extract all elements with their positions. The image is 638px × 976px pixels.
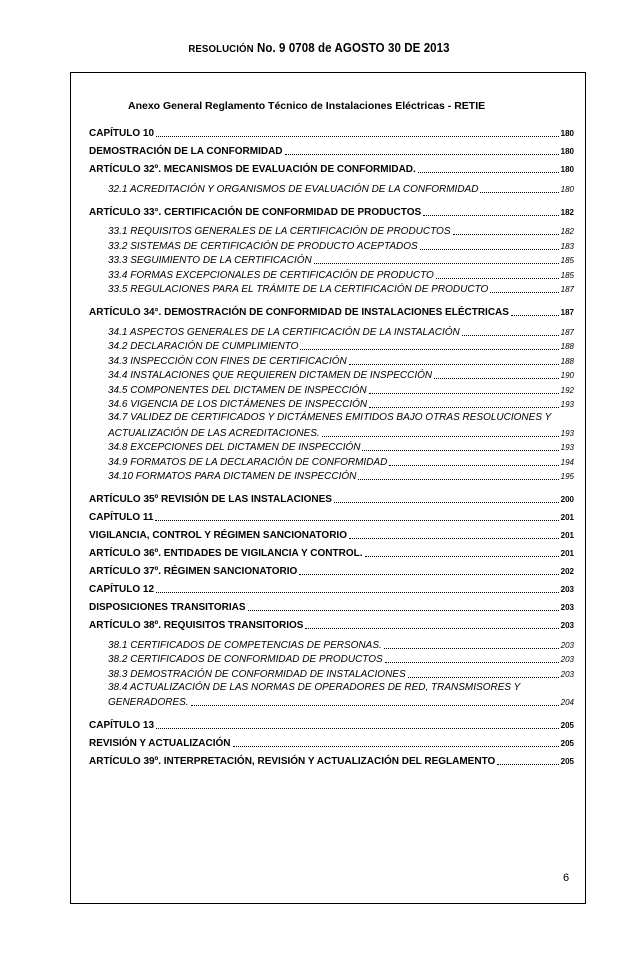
toc-entry-page: 205 — [560, 757, 574, 766]
toc-entry-title: 34.9 FORMATOS DE LA DECLARACIÓN DE CONFORMIDAD — [108, 456, 388, 468]
dot-leader — [156, 136, 559, 137]
dot-leader — [156, 728, 559, 729]
dot-leader — [436, 278, 559, 279]
toc-entry-wrapped-line: 38.4 ACTUALIZACIÓN DE LAS NORMAS DE OPERADORES DE RED, TRANSMISORES Y — [108, 681, 521, 693]
toc-entry-page: 201 — [560, 531, 574, 540]
toc-entry-page: 182 — [560, 227, 574, 236]
dot-leader — [453, 234, 559, 235]
dot-leader — [299, 574, 558, 575]
dot-leader — [349, 538, 559, 539]
annex-subtitle: Anexo General Reglamento Técnico de Instalaciones Eléctricas - RETIE — [128, 100, 486, 112]
toc-entry-sub[interactable] — [89, 397, 574, 412]
toc-entry-main[interactable] — [89, 127, 574, 140]
toc-entry-main[interactable] — [89, 547, 574, 560]
toc-entry-page: 201 — [560, 513, 574, 522]
toc-entry-title: 34.6 VIGENCIA DE LOS DICTÁMENES DE INSPECCIÓN — [108, 399, 368, 410]
toc-entry-main[interactable] — [89, 565, 574, 578]
toc-entry-page: 203 — [560, 655, 574, 664]
toc-entry-title: ARTÍCULO 36º. ENTIDADES DE VIGILANCIA Y CONTROL. — [89, 548, 363, 559]
toc-entry-page: 187 — [560, 285, 574, 294]
toc-entry-main[interactable] — [89, 601, 574, 614]
dot-leader — [349, 364, 559, 365]
document-header — [26, 41, 613, 55]
toc-entry-title: CAPÍTULO 13 — [89, 720, 155, 731]
toc-entry-page: 188 — [560, 356, 574, 366]
toc-entry-title: DEMOSTRACIÓN DE LA CONFORMIDAD — [89, 146, 283, 157]
toc-entry-page: 203 — [560, 585, 574, 594]
toc-entry-title: ARTÍCULO 38º. REQUISITOS TRANSITORIOS — [89, 620, 304, 631]
dot-leader — [314, 263, 559, 264]
toc-entry-page: 193 — [560, 428, 574, 438]
dot-leader — [497, 764, 558, 765]
toc-entry-page: 194 — [560, 457, 574, 467]
toc-entry-title: DISPOSICIONES TRANSITORIAS — [89, 602, 246, 613]
toc-entry-main[interactable] — [89, 511, 574, 524]
toc-entry-page: 205 — [560, 721, 574, 730]
toc-entry-title: 38.2 CERTIFICADOS DE CONFORMIDAD DE PRODUCTOS — [108, 654, 383, 665]
toc-entry-main[interactable] — [89, 583, 574, 596]
toc-entry-title: 38.3 DEMOSTRACIÓN DE CONFORMIDAD DE INSTALACIONES — [108, 668, 406, 680]
toc-entry-sub[interactable] — [89, 282, 574, 297]
toc-entry-title: REVISIÓN Y ACTUALIZACIÓN — [89, 738, 231, 749]
toc-entry-main[interactable] — [89, 493, 574, 506]
toc-entry-title: ARTÍCULO 34°. DEMOSTRACIÓN DE CONFORMIDAD DE INSTALACIONES ELÉCTRICAS — [89, 307, 509, 318]
dot-leader — [423, 215, 558, 216]
toc-entry-main[interactable] — [89, 737, 574, 750]
dot-leader — [434, 378, 559, 379]
dot-leader — [233, 746, 559, 747]
toc-entry-title: ARTÍCULO 33°. CERTIFICACIÓN DE CONFORMIDAD DE PRODUCTOS — [89, 206, 422, 218]
toc-entry-title: 34.8 EXCEPCIONES DEL DICTAMEN DE INSPECCIÓN — [108, 442, 361, 453]
toc-entry-title: 33.3 SEGUIMIENTO DE LA CERTIFICACIÓN — [108, 255, 312, 266]
toc-entry-page: 185 — [560, 256, 574, 265]
toc-entry-title: 34.5 COMPONENTES DEL DICTAMEN DE INSPECCIÓN — [108, 384, 367, 396]
toc-entry-title: 32.1 ACREDITACIÓN Y ORGANISMOS DE EVALUACIÓN DE LA CONFORMIDAD — [108, 183, 479, 195]
toc-entry-page: 188 — [560, 342, 574, 351]
dot-leader — [305, 628, 558, 629]
toc-entry-page: 183 — [560, 241, 574, 251]
toc-entry-main[interactable] — [89, 163, 574, 176]
toc-entry-page: 190 — [560, 371, 574, 380]
toc-entry-page: 192 — [560, 385, 574, 395]
dot-leader — [285, 154, 559, 155]
toc-entry-page: 193 — [560, 400, 574, 409]
toc-entry-page: 200 — [560, 495, 574, 504]
toc-entry-sub[interactable] — [89, 652, 574, 667]
toc-entry-sub[interactable] — [89, 267, 574, 282]
toc-entry-title: GENERADORES. — [108, 697, 189, 708]
toc-entry-main[interactable] — [89, 619, 574, 632]
toc-entry-title: 34.10 FORMATOS PARA DICTAMEN DE INSPECCIÓN — [108, 471, 357, 482]
toc-entry-page: 203 — [560, 669, 574, 679]
header-details: No. 9 0708 de AGOSTO 30 DE 2013 — [256, 41, 450, 55]
dot-leader — [389, 465, 558, 466]
dot-leader — [384, 648, 559, 649]
toc-entry-main[interactable] — [89, 529, 574, 542]
toc-entry-main[interactable] — [89, 755, 574, 768]
toc-entry-sub[interactable] — [89, 440, 574, 455]
dot-leader — [480, 192, 558, 193]
toc-entry-page: 195 — [560, 472, 574, 481]
dot-leader — [155, 520, 558, 521]
dot-leader — [248, 610, 559, 611]
toc-entry-title: 38.1 CERTIFICADOS DE COMPETENCIAS DE PERSONAS. — [108, 639, 382, 651]
toc-entry-wrapped-line: 34.7 VALIDEZ DE CERTIFICADOS Y DICTÁMENES EMITIDOS BAJO OTRAS RESOLUCIONES Y — [108, 412, 552, 423]
toc-entry-page: 180 — [560, 184, 574, 194]
table-of-contents — [89, 122, 574, 773]
dot-leader — [322, 436, 559, 437]
toc-entry-sub[interactable] — [89, 666, 574, 681]
toc-entry-sub[interactable] — [89, 181, 574, 196]
toc-entry-sub[interactable] — [89, 324, 574, 339]
toc-entry-sub[interactable] — [89, 224, 574, 239]
toc-entry-page: 202 — [560, 567, 574, 576]
dot-leader — [418, 172, 559, 173]
toc-entry-main[interactable] — [89, 206, 574, 219]
toc-entry-page: 180 — [560, 165, 574, 174]
toc-entry-page: 187 — [560, 308, 574, 317]
dot-leader — [385, 662, 559, 663]
dot-leader — [490, 292, 558, 293]
toc-entry-main[interactable] — [89, 145, 574, 158]
toc-entry-title: ARTÍCULO 35º REVISIÓN DE LAS INSTALACIONES — [89, 494, 332, 505]
toc-entry-title: ACTUALIZACIÓN DE LAS ACREDITACIONES. — [108, 427, 320, 439]
toc-entry-title: CAPÍTULO 11 — [89, 512, 154, 523]
toc-entry-title: 34.3 INSPECCIÓN CON FINES DE CERTIFICACIÓN — [108, 355, 347, 367]
toc-entry-page: 187 — [560, 327, 574, 337]
dot-leader — [365, 556, 559, 557]
toc-entry-page: 185 — [560, 270, 574, 280]
dot-leader — [300, 349, 558, 350]
toc-entry-title: CAPÍTULO 12 — [89, 584, 155, 595]
toc-entry-sub[interactable] — [89, 339, 574, 354]
toc-entry-sub[interactable] — [89, 695, 574, 710]
dot-leader — [334, 502, 559, 503]
toc-entry-sub[interactable] — [89, 637, 574, 652]
header-resolucion: RESOLUCIÓN — [188, 43, 254, 55]
dot-leader — [408, 677, 559, 678]
toc-entry-page: 203 — [560, 603, 574, 612]
toc-entry-title: 34.1 ASPECTOS GENERALES DE LA CERTIFICACIÓN DE LA INSTALACIÓN — [108, 326, 460, 338]
toc-entry-sub[interactable] — [89, 253, 574, 268]
dot-leader — [511, 315, 559, 316]
toc-entry-page: 203 — [560, 640, 574, 650]
toc-entry-sub[interactable] — [89, 454, 574, 469]
toc-entry-title: ARTÍCULO 39º. INTERPRETACIÓN, REVISIÓN Y ACTUALIZACIÓN DEL REGLAMENTO — [89, 756, 496, 767]
dot-leader — [369, 407, 559, 408]
toc-entry-page: 193 — [560, 443, 574, 452]
toc-entry-title: 33.2 SISTEMAS DE CERTIFICACIÓN DE PRODUCTO ACEPTADOS — [108, 240, 418, 252]
toc-entry-title: 33.4 FORMAS EXCEPCIONALES DE CERTIFICACIÓN DE PRODUCTO — [108, 269, 434, 281]
dot-leader — [362, 450, 558, 451]
toc-entry-page: 180 — [560, 129, 574, 138]
toc-entry-sub[interactable] — [89, 353, 574, 368]
toc-entry-sub[interactable] — [89, 382, 574, 397]
toc-entry-page: 205 — [560, 739, 574, 748]
toc-entry-page: 203 — [560, 621, 574, 630]
toc-entry-sub[interactable] — [89, 238, 574, 253]
toc-entry-title: VIGILANCIA, CONTROL Y RÉGIMEN SANCIONATORIO — [89, 530, 347, 541]
dot-leader — [462, 335, 559, 336]
toc-entry-page: 201 — [560, 549, 574, 558]
toc-entry-title: 33.1 REQUISITOS GENERALES DE LA CERTIFICACIÓN DE PRODUCTOS — [108, 226, 451, 237]
dot-leader — [191, 705, 559, 706]
toc-entry-sub[interactable] — [89, 368, 574, 383]
toc-entry-page: 204 — [560, 698, 574, 707]
toc-entry-title: ARTÍCULO 32º. MECANISMOS DE EVALUACIÓN DE CONFORMIDAD. — [89, 164, 416, 175]
toc-entry-main[interactable] — [89, 306, 574, 319]
toc-entry-page: 180 — [560, 147, 574, 156]
toc-entry-title: ARTÍCULO 37º. RÉGIMEN SANCIONATORIO — [89, 566, 298, 577]
toc-entry-title: 34.4 INSTALACIONES QUE REQUIEREN DICTAMEN DE INSPECCIÓN — [108, 370, 433, 381]
toc-entry-title: 34.2 DECLARACIÓN DE CUMPLIMIENTO — [108, 341, 299, 352]
toc-entry-title: CAPÍTULO 10 — [89, 128, 155, 139]
dot-leader — [369, 393, 559, 394]
toc-entry-sub[interactable] — [89, 425, 574, 440]
dot-leader — [420, 249, 559, 250]
dot-leader — [156, 592, 559, 593]
toc-entry-page: 182 — [560, 207, 574, 217]
toc-entry-title: 33.5 REGULACIONES PARA EL TRÁMITE DE LA CERTIFICACIÓN DE PRODUCTO — [108, 284, 489, 295]
dot-leader — [358, 479, 558, 480]
toc-entry-sub[interactable] — [89, 469, 574, 484]
page-number: 6 — [563, 872, 570, 884]
toc-entry-main[interactable] — [89, 719, 574, 732]
